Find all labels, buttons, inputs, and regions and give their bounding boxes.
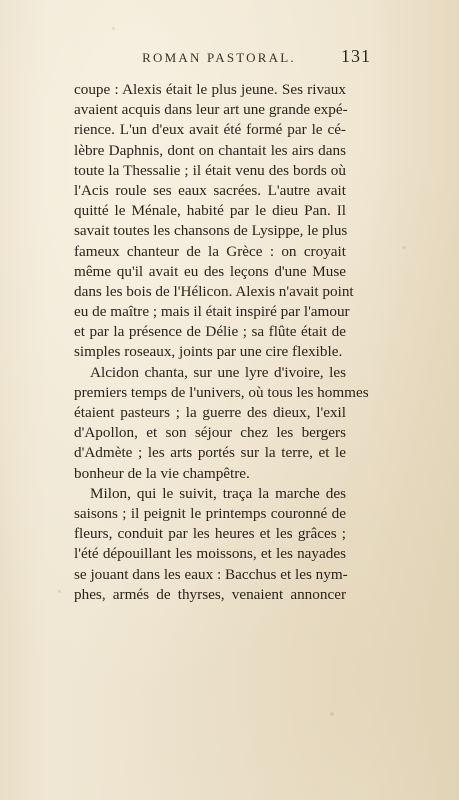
text-line: fameux chanteur de la Grèce : on croyait (74, 242, 346, 260)
text-line: et par la présence de Délie ; sa flûte était de (74, 323, 346, 341)
paper-foxing-spot (112, 27, 115, 30)
text-line: étaient pasteurs ; la guerre des dieux, l'exil (74, 404, 346, 421)
text-line: quitté le Ménale, habité par le dieu Pan. Il (74, 202, 346, 220)
text-line: d'Apollon, et son séjour chez les bergers (74, 424, 346, 442)
text-line: Milon, qui le suivit, traça la marche des (90, 484, 346, 502)
text-line: d'Admète ; les arts portés sur la terre, et le (74, 444, 346, 462)
text-line: saisons ; il peignit le printemps couronné de (74, 504, 346, 522)
text-line: premiers temps de l'univers, où tous les hommes (74, 383, 369, 401)
text-line: avaient acquis dans leur art une grande expé- (74, 101, 348, 119)
text-line: l'Acis roule ses eaux sacrées. L'autre avait (74, 181, 346, 199)
body-text (74, 80, 369, 605)
text-line: dans les bois de l'Hélicon. Alexis n'avait point (74, 282, 354, 300)
text-line: savait toutes les chansons de Lysippe, le plus (74, 222, 348, 240)
text-line: simples roseaux, joints par une cire flexible. (74, 343, 343, 361)
text-line: fleurs, conduit par les heures et les grâces ; (74, 525, 346, 543)
paper-foxing-spot (58, 590, 61, 593)
paper-foxing-spot (402, 246, 406, 249)
text-line: rience. L'un d'eux avait été formé par le cé- (74, 121, 346, 139)
text-line: coupe : Alexis était le plus jeune. Ses rivaux (74, 81, 346, 98)
text-line: phes, armés de thyrses, venaient annoncer (74, 585, 346, 603)
running-head: ROMAN PASTORAL. (142, 50, 296, 65)
page-number: 131 (341, 46, 371, 66)
text-line: eu de maître ; mais il était inspiré par l'amour (74, 303, 350, 321)
text-line: même qu'il avait eu des leçons d'une Muse (74, 262, 346, 280)
text-line: bonheur de la vie champêtre. (74, 464, 250, 482)
paper-foxing-spot (330, 712, 334, 716)
text-line: se jouant dans les eaux : Bacchus et les nym- (74, 565, 348, 583)
text-line: Alcidon chanta, sur une lyre d'ivoire, les (90, 363, 346, 381)
text-line: l'été dépouillant les moissons, et les nayades (74, 545, 346, 563)
text-line: lèbre Daphnis, dont on chantait les airs dans (74, 141, 346, 159)
text-line: toute la Thessalie ; il était venu des bords où (74, 161, 346, 179)
